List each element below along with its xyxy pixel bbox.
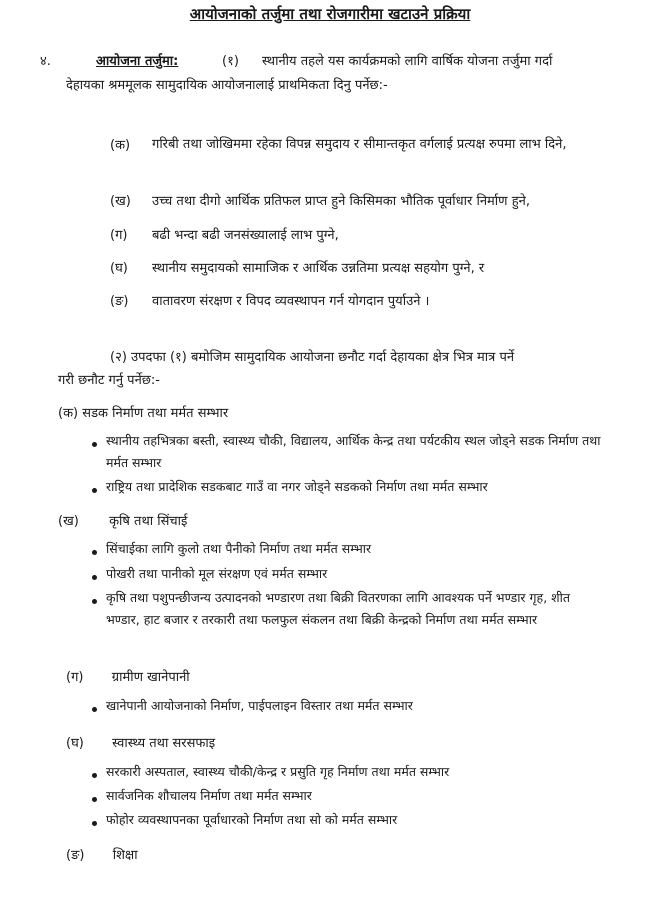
bullet-icon bbox=[92, 442, 97, 447]
priority-item: बढी भन्दा बढी जनसंख्यालाई लाभ पुग्ने, bbox=[152, 228, 339, 243]
bullet-icon bbox=[92, 599, 97, 604]
sector-marker: (ग) bbox=[66, 670, 84, 685]
bullet-icon bbox=[92, 797, 97, 802]
list-item: सिंचाईका लागि कुलो तथा पैनीको निर्माण तथा मर्मत सम्भार bbox=[106, 541, 372, 556]
list-item: सार्वजनिक शौचालय निर्माण तथा मर्मत सम्भार bbox=[106, 788, 312, 803]
para2-line1: (२) उपदफा (१) बमोजिम सामुदायिक आयोजना छनौट गर्दा देहायका क्षेत्र भित्र मात्र पर्ने bbox=[110, 350, 515, 365]
sector-title: सडक निर्माण तथा मर्मत सम्भार bbox=[82, 406, 229, 421]
bullet-icon bbox=[92, 488, 97, 493]
sector-heading bbox=[66, 846, 138, 866]
bullet-icon bbox=[92, 707, 97, 712]
sector-marker: (ख) bbox=[58, 514, 79, 529]
para2-line2: गरी छनौट गर्नु पर्नेछ:- bbox=[58, 373, 160, 388]
priority-item: स्थानीय समुदायको सामाजिक र आर्थिक उन्नतिमा प्रत्यक्ष सहयोग पुग्ने, र bbox=[152, 261, 485, 276]
sector-heading bbox=[66, 734, 215, 754]
bullet-icon bbox=[92, 821, 97, 826]
list-item: कृषि तथा पशुपन्छीजन्य उत्पादनको भण्डारण तथा बिक्री वितरणका लागि आवश्यक पर्ने भण्डार गृह, शीत भण्डार, हाट बजार र तरकारी तथा फलफुल संकलन तथा बिक्री केन्द्रको निर्माण तथा मर्मत सम्भार bbox=[106, 590, 571, 627]
section-number: ४. bbox=[40, 54, 51, 69]
priority-marker: (ख) bbox=[110, 194, 131, 209]
list-item: पोखरी तथा पानीको मूल संरक्षण एवं मर्मत सम्भार bbox=[106, 566, 328, 581]
sector-heading bbox=[58, 512, 187, 532]
para1-line1: स्थानीय तहले यस कार्यक्रमको लागि वार्षिक योजना तर्जुमा गर्दा bbox=[262, 54, 553, 69]
bullet-icon bbox=[92, 575, 97, 580]
list-item: राष्ट्रिय तथा प्रादेशिक सडकबाट गाउँ वा नगर जोड्ने सडकको निर्माण तथा मर्मत सम्भार bbox=[106, 479, 488, 494]
list-item: खानेपानी आयोजनाको निर्माण, पाईपलाइन विस्तार तथा मर्मत सम्भार bbox=[106, 698, 413, 713]
sector-heading bbox=[66, 668, 190, 688]
sector-title: स्वास्थ्य तथा सरसफाइ bbox=[112, 736, 216, 751]
priority-marker: (ङ) bbox=[110, 294, 129, 309]
section-heading: आयोजना तर्जुमा: bbox=[96, 54, 179, 69]
sector-heading bbox=[58, 404, 228, 424]
sector-title: शिक्षा bbox=[112, 848, 138, 863]
priority-item: उच्च तथा दीगो आर्थिक प्रतिफल प्राप्त हुने किसिमका भौतिक पूर्वाधार निर्माण हुने, bbox=[152, 194, 530, 209]
bullet-icon bbox=[92, 773, 97, 778]
priority-marker: (ग) bbox=[110, 228, 128, 243]
sector-title: ग्रामीण खानेपानी bbox=[111, 670, 190, 685]
priority-marker: (क) bbox=[110, 138, 131, 153]
para1-line2: देहायका श्रममूलक सामुदायिक आयोजनालाई प्राथमिकता दिनु पर्नेछ:- bbox=[66, 78, 388, 93]
page-title: आयोजनाको तर्जुमा तथा रोजगारीमा खटाउने प्रक्रिया bbox=[189, 5, 471, 23]
sector-title: कृषि तथा सिंचाई bbox=[109, 514, 188, 529]
bullet-icon bbox=[92, 550, 97, 555]
priority-marker: (घ) bbox=[110, 261, 128, 276]
priority-item: वातावरण संरक्षण र विपद व्यवस्थापन गर्न योगदान पुर्याउने । bbox=[152, 294, 430, 309]
priority-item: गरिबी तथा जोखिममा रहेका विपन्न समुदाय र सीमान्तकृत वर्गलाई प्रत्यक्ष रुपमा लाभ दिने, bbox=[152, 137, 567, 152]
list-item: स्थानीय तहभित्रका बस्ती, स्वास्थ्य चौकी, विद्यालय, आर्थिक केन्द्र तथा पर्यटकीय स्थल जोड्ने सडक निर्माण तथा मर्मत सम्भार bbox=[106, 433, 601, 470]
para1-marker: (१) bbox=[222, 54, 239, 69]
sector-marker: (ङ) bbox=[66, 848, 85, 863]
list-item: सरकारी अस्पताल, स्वास्थ्य चौकी/केन्द्र र प्रसुति गृह निर्माण तथा मर्मत सम्भार bbox=[106, 764, 450, 779]
sector-marker: (घ) bbox=[66, 736, 84, 751]
list-item: फोहोर व्यवस्थापनका पूर्वाधारको निर्माण तथा सो को मर्मत सम्भार bbox=[106, 812, 398, 827]
sector-marker: (क) bbox=[58, 406, 79, 421]
